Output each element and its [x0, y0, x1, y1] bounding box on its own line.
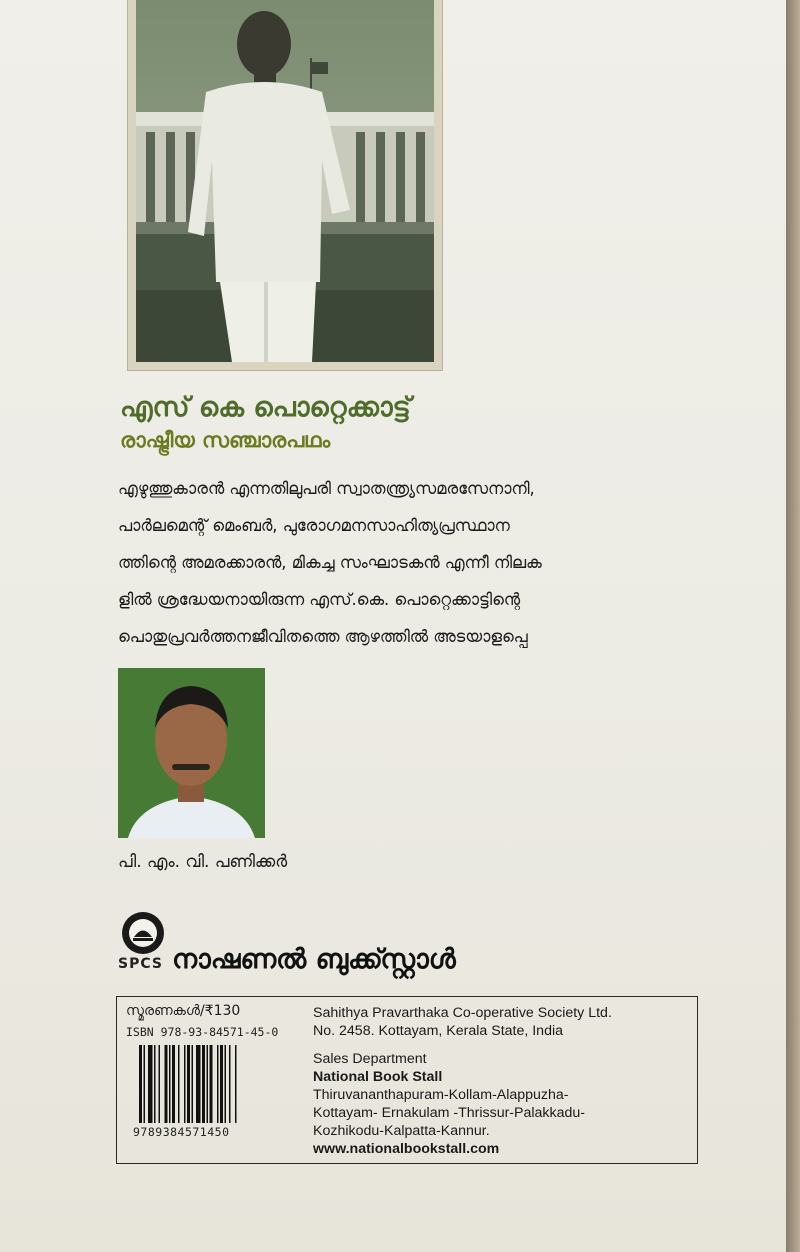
book-edge: [786, 0, 800, 1252]
publisher-name: നാഷണൽ ബുക്ക്സ്റ്റാൾ: [172, 944, 456, 975]
info-box: [116, 996, 698, 1164]
barcode-number: 9789384571450: [133, 1125, 230, 1139]
description-line: ത്തിന്റെ അമരക്കാരൻ, മികച്ച സംഘാടകൻ എന്നീ നിലക: [118, 553, 542, 572]
description-line: പാർലമെന്റ് മെംബർ, പുരോഗമനസാഹിത്യപ്രസ്ഥാന: [118, 516, 510, 535]
branch-line: Kozhikodu-Kalpatta-Kannur.: [313, 1123, 490, 1139]
barcode: [139, 1045, 267, 1123]
publisher-address-block: [313, 1004, 612, 1158]
description-line: പൊതുപ്രവർത്തനജീവിതത്തെ ആഴത്തിൽ അടയാളപ്പെ: [118, 627, 528, 646]
author-portrait: [118, 668, 265, 838]
isbn: ISBN 978-93-84571-45-0: [126, 1025, 279, 1039]
description-line: എഴുത്തുകാരൻ എന്നതിലുപരി സ്വാതന്ത്ര്യസമരസേനാനി,: [118, 479, 535, 498]
cover-photo: [128, 0, 442, 370]
author-name: പി. എം. വി. പണിക്കർ: [118, 852, 288, 872]
publisher-logo-icon: [120, 910, 166, 956]
description-line: ളിൽ ശ്രദ്ധേയനായിരുന്ന എസ്.കെ. പൊറ്റെക്കാട്ടിന്റെ: [118, 590, 521, 609]
book-subtitle: രാഷ്ട്രീയ സഞ്ചാരപഥം: [120, 428, 331, 452]
website-link[interactable]: www.nationalbookstall.com: [313, 1141, 500, 1157]
sales-label: Sales Department: [313, 1051, 427, 1067]
stall-name: National Book Stall: [313, 1069, 443, 1085]
address-line: No. 2458. Kottayam, Kerala State, India: [313, 1023, 564, 1039]
branch-line: Kottayam- Ernakulam -Thrissur-Palakkadu-: [313, 1105, 586, 1121]
book-title: എസ് കെ പൊറ്റെക്കാട്ട്: [120, 392, 411, 423]
publisher-abbr: SPCS: [118, 956, 163, 972]
author-photo: [118, 668, 265, 838]
branch-line: Thiruvananthapuram-Kollam-Alappuzha-: [313, 1087, 569, 1103]
address-line: Sahithya Pravarthaka Co-operative Society Ltd.: [313, 1005, 612, 1021]
parliament-photo: [136, 0, 434, 362]
category-price: സ്മരണകൾ/₹130: [126, 1003, 241, 1019]
book-description: [118, 470, 708, 692]
